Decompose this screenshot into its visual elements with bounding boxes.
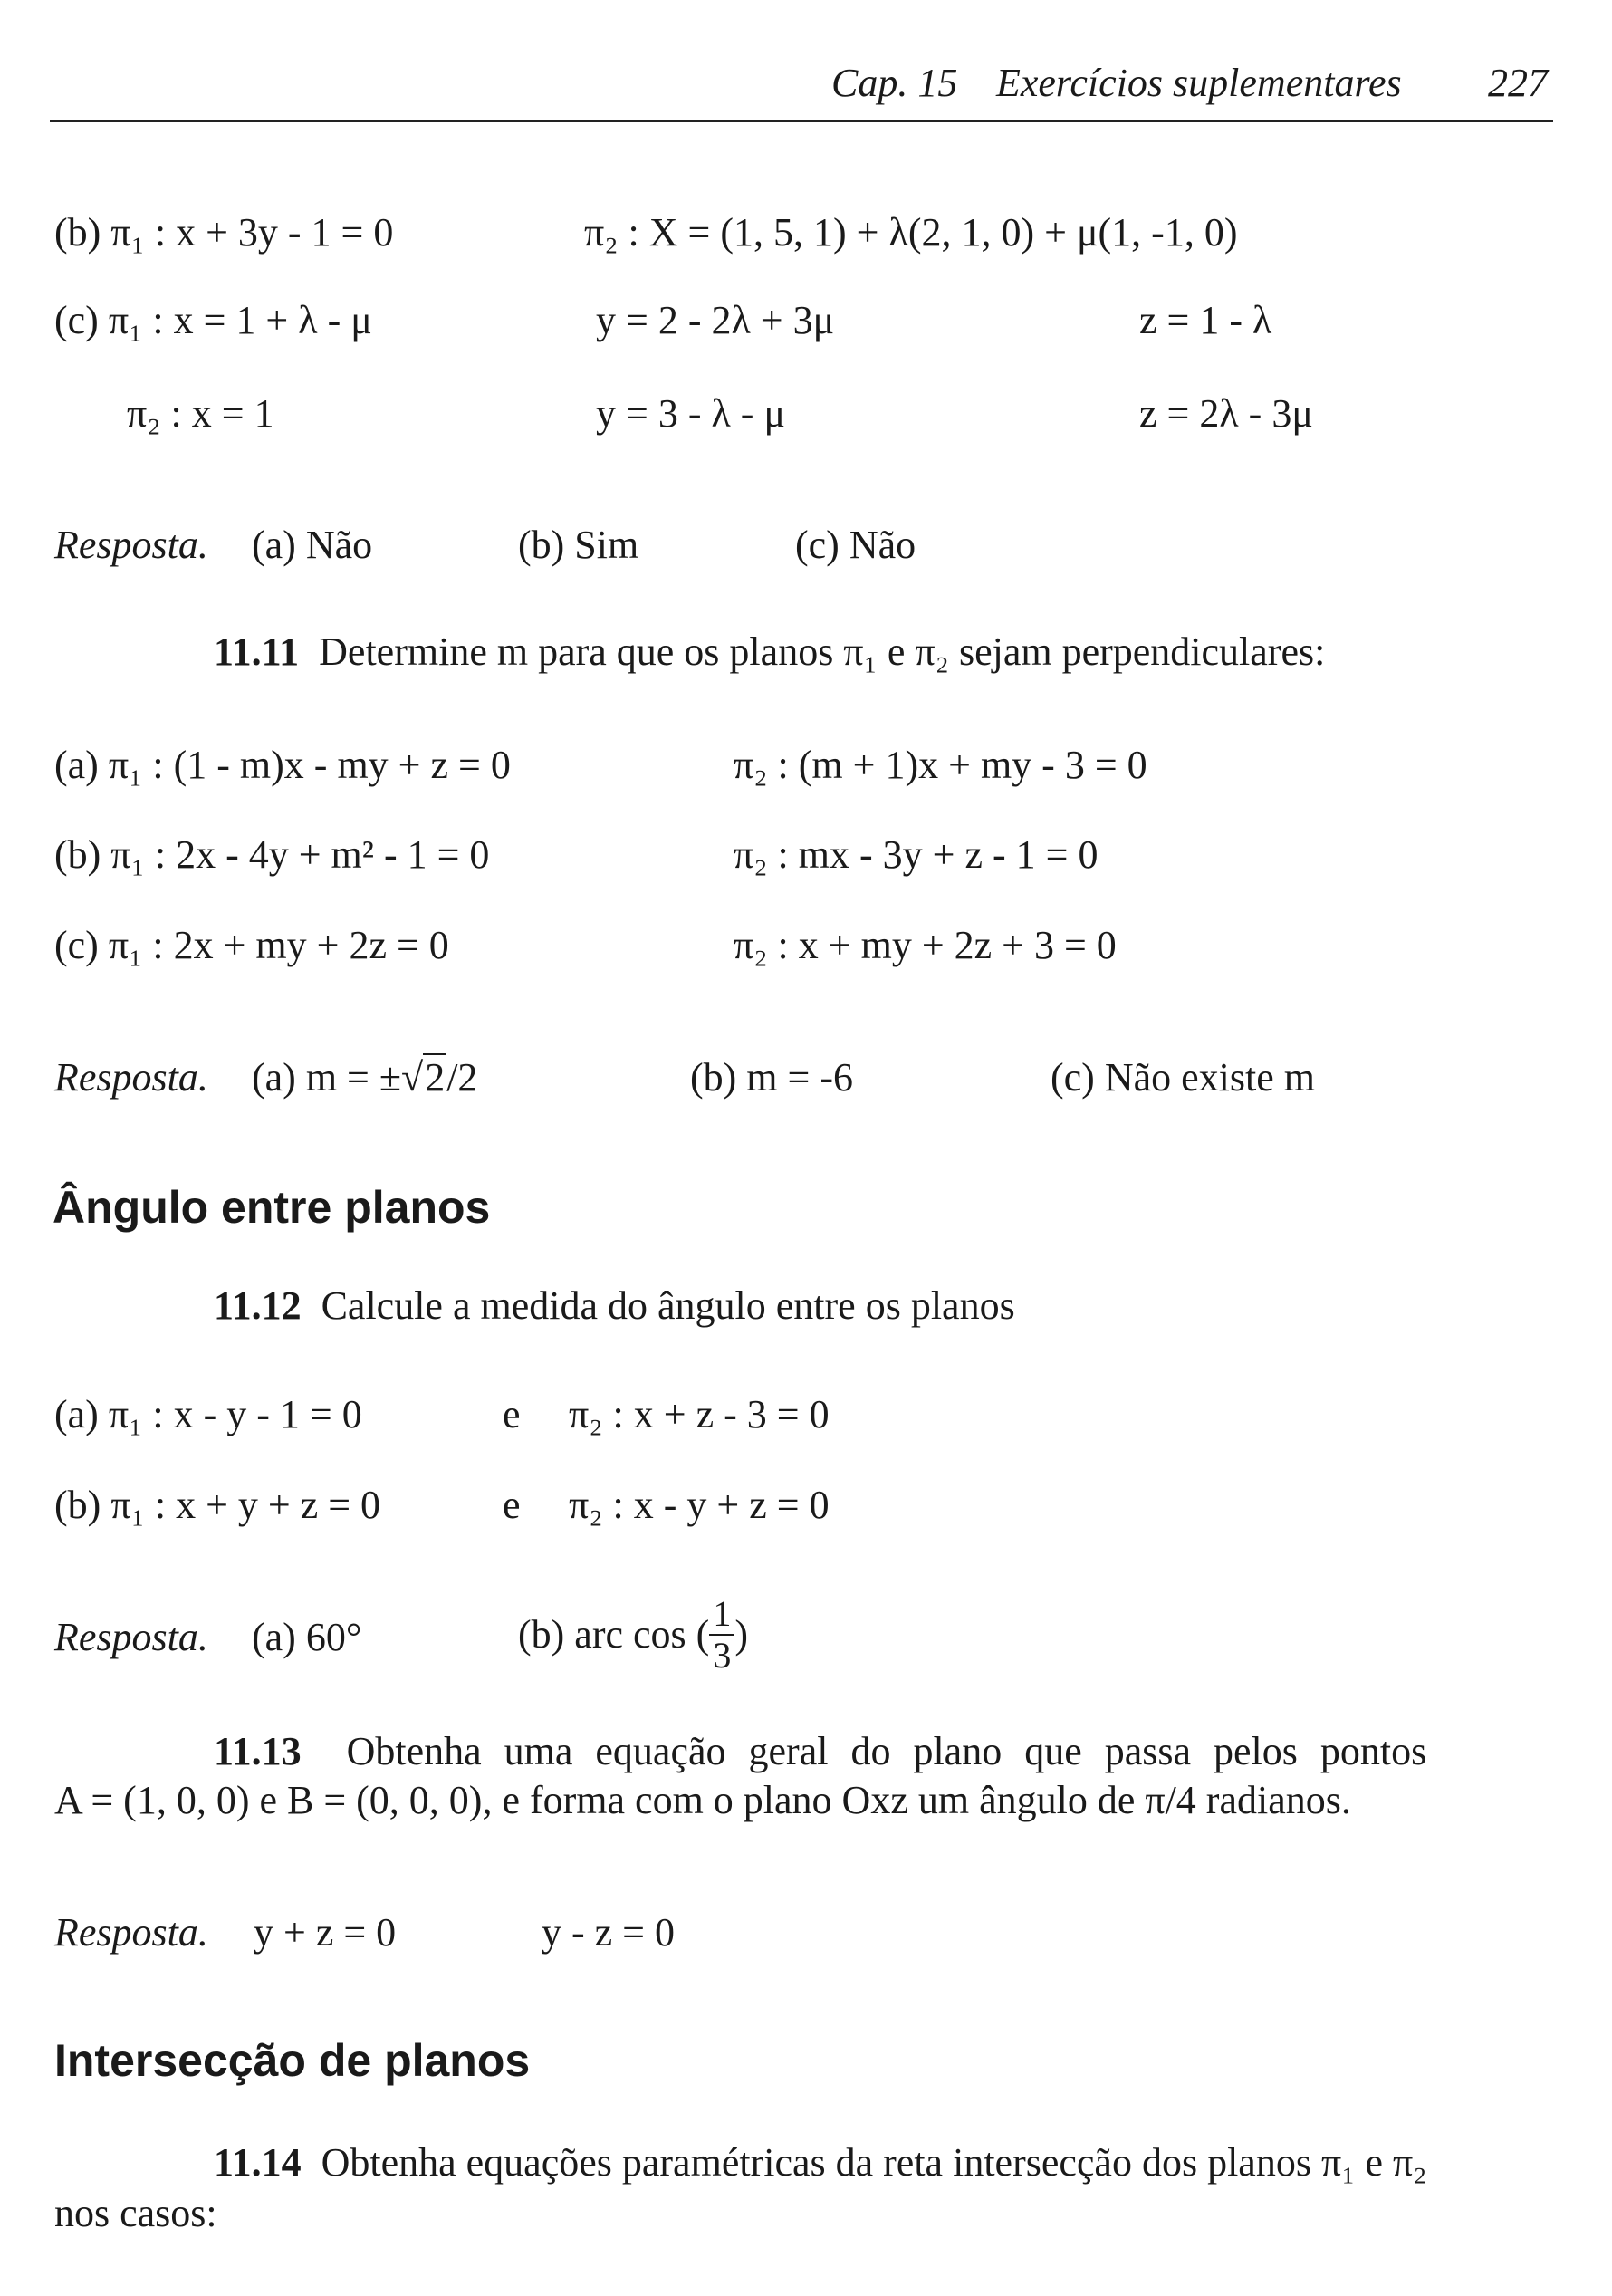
header-rule: [50, 120, 1553, 122]
ex-11-11-b-left: (b) π₁ : 2x - 4y + m² - 1 = 0: [54, 832, 490, 877]
prev-b-mid: π₂ : X = (1, 5, 1) + λ(2, 1, 0) + μ(1, -1, 0): [584, 210, 1238, 255]
ex-11-11-answer-b: (b) m = -6: [690, 1055, 853, 1100]
exercise-11-14-line2: nos casos:: [54, 2191, 217, 2235]
exercise-number: 11.14: [214, 2140, 302, 2185]
ex-11-11-b-right: π₂ : mx - 3y + z - 1 = 0: [734, 832, 1099, 877]
exercise-text: Determine m para que os planos π₁ e π₂ sejam perpendiculares:: [319, 629, 1326, 674]
page-number: 227: [1488, 61, 1548, 105]
answer-b-suffix: ): [734, 1612, 748, 1657]
exercise-number: 11.13: [214, 1729, 302, 1773]
fraction-denominator: 3: [713, 1635, 732, 1676]
ex-11-11-a-left: (a) π₁ : (1 - m)x - my + z = 0: [54, 743, 511, 787]
exercise-11-11: [214, 629, 1326, 674]
exercise-text: Obtenha equações paramétricas da reta intersecção dos planos π₁ e π₂: [321, 2140, 1427, 2185]
header-section: Exercícios suplementares: [996, 61, 1402, 105]
sqrt-symbol: √: [401, 1055, 424, 1100]
prev-b-left: (b) π₁ : x + 3y - 1 = 0: [54, 210, 394, 255]
ex-11-12-answer-a: (a) 60°: [252, 1615, 362, 1659]
fraction-numerator: 1: [709, 1596, 734, 1636]
prev-c2-left: π₂ : x = 1: [127, 391, 274, 436]
exercise-text: Obtenha uma equação geral do plano que passa pelos pontos: [346, 1729, 1427, 1773]
answer-a-prefix: (a) m = ±: [252, 1055, 402, 1100]
prev-answer-a: (a) Não: [252, 523, 373, 567]
answer-a-suffix: /2: [446, 1055, 478, 1100]
ex-11-12-a-e: e: [503, 1392, 521, 1436]
header-chapter: Cap. 15: [831, 61, 958, 105]
prev-answer-c: (c) Não: [795, 523, 916, 567]
ex-11-13-answer-a: y + z = 0: [254, 1910, 397, 1955]
ex-11-13-answer-b: y - z = 0: [542, 1910, 675, 1955]
ex-11-12-answer-b: [518, 1593, 748, 1676]
ex-11-13-answer-label: Resposta.: [54, 1910, 208, 1955]
ex-11-11-a-right: π₂ : (m + 1)x + my - 3 = 0: [734, 743, 1147, 787]
ex-11-11-c-left: (c) π₁ : 2x + my + 2z = 0: [54, 923, 449, 967]
exercise-number: 11.12: [214, 1283, 302, 1328]
ex-11-11-answer-c: (c) Não existe m: [1051, 1055, 1315, 1100]
ex-11-12-a-right: π₂ : x + z - 3 = 0: [569, 1392, 830, 1436]
exercise-11-12: [214, 1283, 1015, 1328]
prev-c2-mid: y = 3 - λ - μ: [596, 391, 786, 436]
prev-c2-right: z = 2λ - 3μ: [1139, 391, 1313, 436]
prev-c1-left: (c) π₁ : x = 1 + λ - μ: [54, 298, 372, 342]
exercise-11-14-line1: [214, 2140, 1427, 2185]
ex-11-12-a-left: (a) π₁ : x - y - 1 = 0: [54, 1392, 362, 1436]
sqrt-radicand: 2: [425, 1055, 446, 1100]
exercise-text: Calcule a medida do ângulo entre os planos: [321, 1283, 1015, 1328]
prev-c1-mid: y = 2 - 2λ + 3μ: [596, 298, 835, 342]
prev-c1-right: z = 1 - λ: [1139, 298, 1272, 342]
ex-11-12-answer-label: Resposta.: [54, 1615, 208, 1659]
ex-11-12-b-right: π₂ : x - y + z = 0: [569, 1483, 830, 1527]
prev-answer-label: Resposta.: [54, 523, 208, 567]
ex-11-11-c-right: π₂ : x + my + 2z + 3 = 0: [734, 923, 1117, 967]
fraction: [709, 1593, 734, 1676]
exercise-number: 11.11: [214, 629, 300, 674]
ex-11-11-answer-label: Resposta.: [54, 1055, 208, 1100]
answer-b-prefix: (b) arc cos (: [518, 1612, 710, 1657]
prev-answer-b: (b) Sim: [518, 523, 639, 567]
ex-11-12-b-left: (b) π₁ : x + y + z = 0: [54, 1483, 381, 1527]
exercise-11-13-line2: A = (1, 0, 0) e B = (0, 0, 0), e forma com o plano Oxz um ângulo de π/4 radianos.: [54, 1778, 1351, 1822]
ex-11-11-answer-a: [252, 1055, 478, 1100]
section-heading-intersection: Intersecção de planos: [54, 2035, 531, 2086]
ex-11-12-b-e: e: [503, 1483, 521, 1527]
section-heading-angle: Ângulo entre planos: [53, 1182, 491, 1233]
exercise-11-13-line1: [214, 1729, 1427, 1773]
